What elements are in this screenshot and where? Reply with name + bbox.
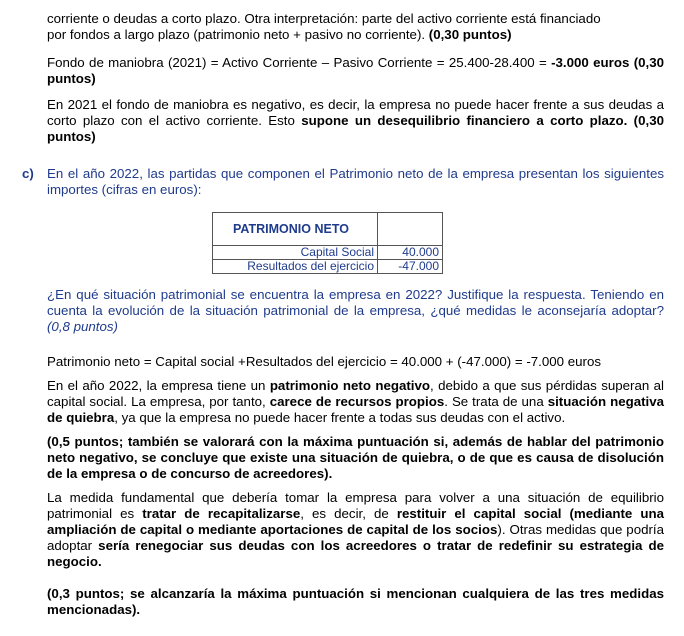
question-intro [47, 166, 664, 198]
answer-note-1 [47, 434, 664, 482]
paragraph-text [47, 97, 664, 145]
paragraph-text: En el año 2022, las partidas que componen el Patrimonio neto de la empresa presentan los siguientes importes (cifras en euros): [47, 166, 664, 197]
answer-formula [47, 354, 664, 370]
text: En el año 2022, la empresa tiene un [47, 378, 270, 393]
paragraph-text [47, 490, 664, 570]
paragraph-2021-conclusion [47, 97, 664, 145]
patrimonio-neto-table [212, 212, 443, 274]
bold-text: tratar de recapitalizarse [142, 506, 301, 521]
formula-text: Fondo de maniobra (2021) = Activo Corriente – Pasivo Corriente = 25.400-28.400 = [47, 55, 552, 70]
table-header: PATRIMONIO NETO [213, 213, 378, 246]
bold-conclusion: supone un desequilibrio financiero a corto plazo. (0,30 puntos) [47, 113, 664, 144]
text: por fondos a largo plazo (patrimonio neto + pasivo no corriente). [47, 27, 429, 42]
row-value: 40.000 [378, 246, 443, 260]
text: , es decir, de [300, 506, 397, 521]
answer-paragraph-measures [47, 490, 664, 570]
answer-note-2 [47, 586, 664, 618]
bold-text: sería renegociar sus deudas con los acreedores o tratar de redefinir su estrategia de negocio. [47, 538, 665, 569]
paragraph-text [47, 287, 664, 335]
text: corriente o deudas a corto plazo. Otra interpretación: parte del activo corriente está financiado [47, 11, 601, 26]
paragraph-text [47, 55, 664, 87]
paragraph-line [47, 11, 664, 27]
row-label: Capital Social [213, 246, 378, 260]
table-header-row [213, 213, 443, 246]
bold-text: patrimonio neto negativo [269, 378, 431, 393]
table-row [213, 260, 443, 274]
text: ¿En qué situación patrimonial se encuentra la empresa en 2022? Justifique la respuesta. Teniendo en cuenta la evolución de la situación patrimonial de la empresa, ¿qué medidas le aconsejaría adoptar? [47, 287, 664, 318]
question-points: (0,8 puntos) [47, 319, 118, 334]
question-text [47, 287, 664, 335]
points-label: (0,30 puntos) [47, 55, 665, 86]
text: En 2021 el fondo de maniobra es negativo, es decir, la empresa no puede hacer frente a sus deudas a corto plazo con el activo corriente. Esto [47, 97, 664, 128]
text: . Se trata de una [444, 394, 548, 409]
paragraph-line [47, 27, 664, 43]
formula-text: Patrimonio neto = Capital social +Resultados del ejercicio = 40.000 + (-47.000) = -7.000 euros [47, 354, 601, 369]
paragraph-fondo-maniobra [47, 55, 664, 87]
bold-note [47, 434, 664, 482]
text: La medida fundamental que debería tomar la empresa para volver a una situación de equilibrio patrimonial es [47, 490, 664, 521]
text: ). Otras medidas que podría adoptar [47, 522, 665, 553]
bold-note [47, 586, 664, 618]
row-label: Resultados del ejercicio [213, 260, 378, 274]
points-label: (0,30 puntos) [428, 27, 512, 42]
note-text: (0,5 puntos; también se valorará con la máxima puntuación si, además de hablar del patrimonio neto negativo, se concluye que existe una situación de quiebra, o de que es causa de disolución de la empresa o de concurso de acreedores). [47, 434, 664, 481]
note-text: (0,3 puntos; se alcanzaría la máxima puntuación si mencionan cualquiera de las tres medidas mencionadas). [47, 586, 664, 617]
section-label: c) [22, 166, 34, 181]
text: , debido a que sus pérdidas superan al capital social. La empresa, por tanto, [47, 378, 664, 409]
bold-text: situación negativa de quiebra [47, 394, 665, 425]
formula-result: -3.000 euros [551, 55, 630, 70]
bold-text: carece de recursos propios [269, 394, 445, 409]
row-value: -47.000 [378, 260, 443, 274]
paragraph-interpretation [47, 11, 664, 43]
answer-paragraph-situation [47, 378, 664, 426]
text: , ya que la empresa no puede hacer frente a todas sus deudas con el activo. [114, 410, 566, 425]
paragraph-text [47, 378, 664, 426]
table-row [213, 246, 443, 260]
table-header-empty [378, 213, 443, 246]
bold-text: restituir el capital social (mediante una ampliación de capital o mediante aportaciones de capital de los socios [47, 506, 664, 537]
